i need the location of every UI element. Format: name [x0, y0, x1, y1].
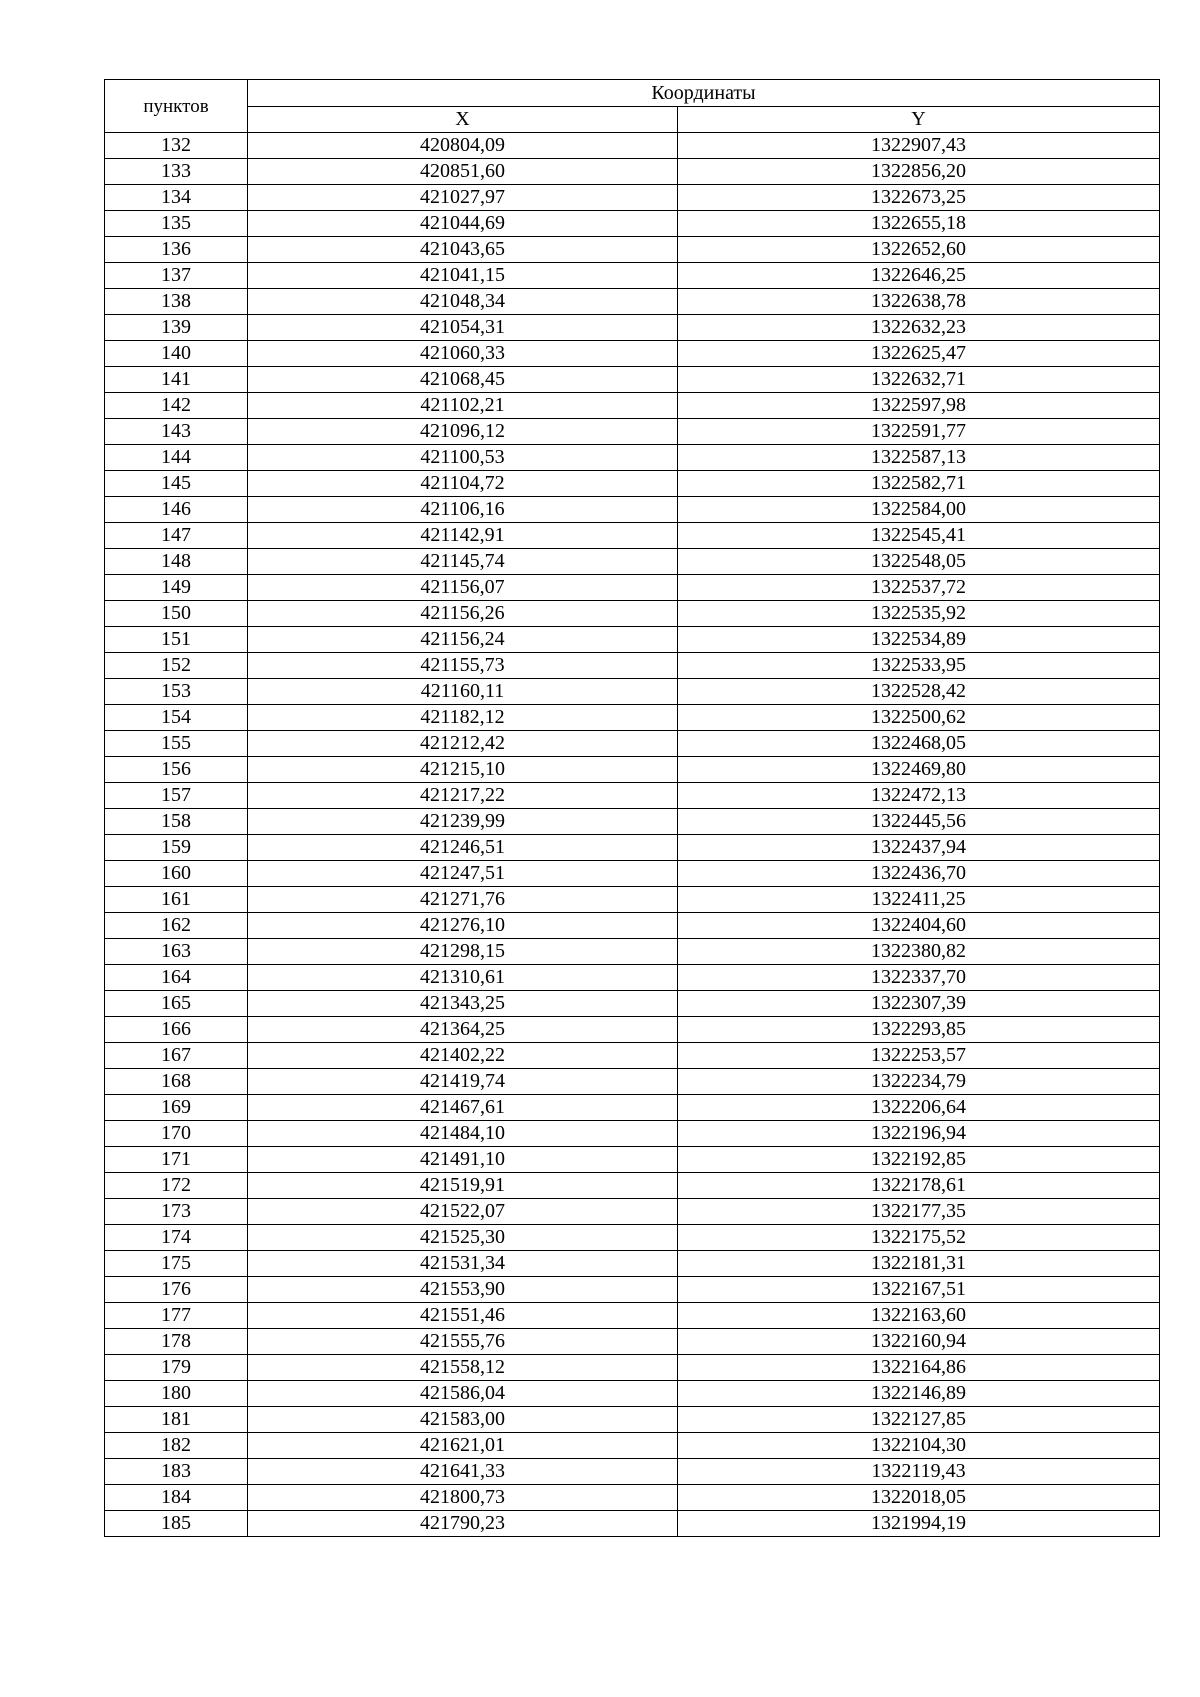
table-row — [105, 679, 1160, 705]
x-coordinate-cell: 421522,07 — [248, 1199, 678, 1225]
table-row — [105, 705, 1160, 731]
table-row — [105, 1433, 1160, 1459]
x-coordinate-cell: 421104,72 — [248, 471, 678, 497]
table-row — [105, 1355, 1160, 1381]
y-coordinate-cell: 1322404,60 — [678, 913, 1160, 939]
table-row — [105, 263, 1160, 289]
y-coordinate-cell: 1322127,85 — [678, 1407, 1160, 1433]
x-coordinate-cell: 421364,25 — [248, 1017, 678, 1043]
point-number-cell: 154 — [105, 705, 248, 731]
point-number-cell: 133 — [105, 159, 248, 185]
x-coordinate-cell: 421419,74 — [248, 1069, 678, 1095]
x-coordinate-cell: 421298,15 — [248, 939, 678, 965]
y-coordinate-cell: 1322907,43 — [678, 133, 1160, 159]
point-number-cell: 170 — [105, 1121, 248, 1147]
table-row — [105, 1069, 1160, 1095]
x-coordinate-cell: 421641,33 — [248, 1459, 678, 1485]
table-row — [105, 1511, 1160, 1537]
point-number-cell: 169 — [105, 1095, 248, 1121]
x-coordinate-cell: 421525,30 — [248, 1225, 678, 1251]
point-number-cell: 165 — [105, 991, 248, 1017]
point-number-cell: 177 — [105, 1303, 248, 1329]
table-row — [105, 1485, 1160, 1511]
table-row — [105, 1121, 1160, 1147]
y-coordinate-cell: 1322548,05 — [678, 549, 1160, 575]
point-number-cell: 184 — [105, 1485, 248, 1511]
x-coordinate-cell: 421182,12 — [248, 705, 678, 731]
x-coordinate-cell: 421156,26 — [248, 601, 678, 627]
point-number-cell: 137 — [105, 263, 248, 289]
x-coordinate-cell: 421156,24 — [248, 627, 678, 653]
x-coordinate-cell: 421402,22 — [248, 1043, 678, 1069]
point-number-cell: 145 — [105, 471, 248, 497]
x-coordinate-cell: 421531,34 — [248, 1251, 678, 1277]
y-coordinate-cell: 1322533,95 — [678, 653, 1160, 679]
x-coordinate-cell: 420804,09 — [248, 133, 678, 159]
table-row — [105, 1147, 1160, 1173]
x-coordinate-cell: 421068,45 — [248, 367, 678, 393]
point-number-cell: 155 — [105, 731, 248, 757]
point-number-cell: 151 — [105, 627, 248, 653]
point-number-cell: 152 — [105, 653, 248, 679]
x-coordinate-cell: 421156,07 — [248, 575, 678, 601]
y-coordinate-cell: 1322192,85 — [678, 1147, 1160, 1173]
y-coordinate-cell: 1322673,25 — [678, 185, 1160, 211]
table-row — [105, 1225, 1160, 1251]
table-row — [105, 289, 1160, 315]
y-coordinate-cell: 1322175,52 — [678, 1225, 1160, 1251]
x-coordinate-cell: 421100,53 — [248, 445, 678, 471]
point-number-cell: 174 — [105, 1225, 248, 1251]
coordinates-group-header: Координаты — [248, 80, 1160, 107]
table-row — [105, 1381, 1160, 1407]
x-coordinate-cell: 420851,60 — [248, 159, 678, 185]
point-number-cell: 172 — [105, 1173, 248, 1199]
x-coordinate-cell: 421621,01 — [248, 1433, 678, 1459]
y-coordinate-cell: 1322307,39 — [678, 991, 1160, 1017]
y-coordinate-cell: 1322293,85 — [678, 1017, 1160, 1043]
y-coordinate-cell: 1322411,25 — [678, 887, 1160, 913]
table-row — [105, 809, 1160, 835]
point-number-cell: 162 — [105, 913, 248, 939]
point-number-cell: 146 — [105, 497, 248, 523]
y-coordinate-cell: 1321994,19 — [678, 1511, 1160, 1537]
table-row — [105, 835, 1160, 861]
y-coordinate-cell: 1322646,25 — [678, 263, 1160, 289]
x-coordinate-cell: 421142,91 — [248, 523, 678, 549]
point-number-cell: 150 — [105, 601, 248, 627]
point-number-cell: 168 — [105, 1069, 248, 1095]
y-coordinate-cell: 1322856,20 — [678, 159, 1160, 185]
y-coordinate-cell: 1322545,41 — [678, 523, 1160, 549]
x-coordinate-cell: 421155,73 — [248, 653, 678, 679]
y-coordinate-cell: 1322597,98 — [678, 393, 1160, 419]
y-coordinate-cell: 1322535,92 — [678, 601, 1160, 627]
point-number-cell: 185 — [105, 1511, 248, 1537]
point-number-cell: 181 — [105, 1407, 248, 1433]
coordinates-table — [104, 79, 1160, 1537]
point-number-cell: 173 — [105, 1199, 248, 1225]
y-coordinate-cell: 1322625,47 — [678, 341, 1160, 367]
point-number-cell: 171 — [105, 1147, 248, 1173]
y-coordinate-cell: 1322537,72 — [678, 575, 1160, 601]
table-row — [105, 393, 1160, 419]
y-column-header: Y — [678, 107, 1160, 133]
table-row — [105, 445, 1160, 471]
y-coordinate-cell: 1322652,60 — [678, 237, 1160, 263]
point-number-cell: 163 — [105, 939, 248, 965]
table-row — [105, 237, 1160, 263]
y-coordinate-cell: 1322104,30 — [678, 1433, 1160, 1459]
y-coordinate-cell: 1322119,43 — [678, 1459, 1160, 1485]
x-coordinate-cell: 421160,11 — [248, 679, 678, 705]
y-coordinate-cell: 1322163,60 — [678, 1303, 1160, 1329]
table-row — [105, 783, 1160, 809]
table-row — [105, 419, 1160, 445]
point-number-cell: 135 — [105, 211, 248, 237]
point-number-cell: 142 — [105, 393, 248, 419]
point-number-cell: 158 — [105, 809, 248, 835]
y-coordinate-cell: 1322469,80 — [678, 757, 1160, 783]
table-row — [105, 185, 1160, 211]
y-coordinate-cell: 1322632,71 — [678, 367, 1160, 393]
y-coordinate-cell: 1322638,78 — [678, 289, 1160, 315]
y-coordinate-cell: 1322167,51 — [678, 1277, 1160, 1303]
y-coordinate-cell: 1322164,86 — [678, 1355, 1160, 1381]
y-coordinate-cell: 1322472,13 — [678, 783, 1160, 809]
table-row — [105, 731, 1160, 757]
x-coordinate-cell: 421060,33 — [248, 341, 678, 367]
table-row — [105, 211, 1160, 237]
y-coordinate-cell: 1322500,62 — [678, 705, 1160, 731]
point-number-cell: 148 — [105, 549, 248, 575]
x-coordinate-cell: 421553,90 — [248, 1277, 678, 1303]
point-number-cell: 164 — [105, 965, 248, 991]
point-number-cell: 179 — [105, 1355, 248, 1381]
y-coordinate-cell: 1322178,61 — [678, 1173, 1160, 1199]
y-coordinate-cell: 1322584,00 — [678, 497, 1160, 523]
table-row — [105, 159, 1160, 185]
table-row — [105, 1303, 1160, 1329]
y-coordinate-cell: 1322177,35 — [678, 1199, 1160, 1225]
table-row — [105, 991, 1160, 1017]
x-coordinate-cell: 421551,46 — [248, 1303, 678, 1329]
table-row — [105, 939, 1160, 965]
table-row — [105, 1407, 1160, 1433]
y-coordinate-cell: 1322436,70 — [678, 861, 1160, 887]
y-coordinate-cell: 1322206,64 — [678, 1095, 1160, 1121]
x-coordinate-cell: 421586,04 — [248, 1381, 678, 1407]
x-coordinate-cell: 421041,15 — [248, 263, 678, 289]
y-coordinate-cell: 1322146,89 — [678, 1381, 1160, 1407]
x-coordinate-cell: 421310,61 — [248, 965, 678, 991]
point-number-cell: 149 — [105, 575, 248, 601]
table-row — [105, 1251, 1160, 1277]
table-row — [105, 887, 1160, 913]
x-coordinate-cell: 421484,10 — [248, 1121, 678, 1147]
y-coordinate-cell: 1322380,82 — [678, 939, 1160, 965]
x-coordinate-cell: 421555,76 — [248, 1329, 678, 1355]
table-row — [105, 1199, 1160, 1225]
table-body — [105, 133, 1160, 1537]
x-coordinate-cell: 421102,21 — [248, 393, 678, 419]
x-coordinate-cell: 421491,10 — [248, 1147, 678, 1173]
table-header — [105, 80, 1160, 133]
x-coordinate-cell: 421096,12 — [248, 419, 678, 445]
x-coordinate-cell: 421583,00 — [248, 1407, 678, 1433]
x-coordinate-cell: 421246,51 — [248, 835, 678, 861]
y-coordinate-cell: 1322181,31 — [678, 1251, 1160, 1277]
table-row — [105, 341, 1160, 367]
y-coordinate-cell: 1322437,94 — [678, 835, 1160, 861]
table-row — [105, 575, 1160, 601]
table-row — [105, 1173, 1160, 1199]
y-coordinate-cell: 1322018,05 — [678, 1485, 1160, 1511]
point-number-cell: 159 — [105, 835, 248, 861]
y-coordinate-cell: 1322587,13 — [678, 445, 1160, 471]
y-coordinate-cell: 1322591,77 — [678, 419, 1160, 445]
y-coordinate-cell: 1322253,57 — [678, 1043, 1160, 1069]
x-coordinate-cell: 421027,97 — [248, 185, 678, 211]
table-row — [105, 627, 1160, 653]
y-coordinate-cell: 1322582,71 — [678, 471, 1160, 497]
point-number-cell: 134 — [105, 185, 248, 211]
x-coordinate-cell: 421048,34 — [248, 289, 678, 315]
y-coordinate-cell: 1322655,18 — [678, 211, 1160, 237]
table-row — [105, 1017, 1160, 1043]
point-number-cell: 182 — [105, 1433, 248, 1459]
point-number-cell: 160 — [105, 861, 248, 887]
x-coordinate-cell: 421054,31 — [248, 315, 678, 341]
table-row — [105, 757, 1160, 783]
x-coordinate-cell: 421519,91 — [248, 1173, 678, 1199]
point-number-cell: 153 — [105, 679, 248, 705]
table-row — [105, 523, 1160, 549]
point-number-cell: 161 — [105, 887, 248, 913]
point-number-cell: 166 — [105, 1017, 248, 1043]
table-row — [105, 549, 1160, 575]
table-row — [105, 1043, 1160, 1069]
point-number-cell: 178 — [105, 1329, 248, 1355]
table-row — [105, 1095, 1160, 1121]
x-coordinate-cell: 421043,65 — [248, 237, 678, 263]
y-coordinate-cell: 1322632,23 — [678, 315, 1160, 341]
point-number-cell: 157 — [105, 783, 248, 809]
table-row — [105, 367, 1160, 393]
x-coordinate-cell: 421790,23 — [248, 1511, 678, 1537]
point-number-cell: 180 — [105, 1381, 248, 1407]
x-coordinate-cell: 421215,10 — [248, 757, 678, 783]
point-number-cell: 136 — [105, 237, 248, 263]
point-number-cell: 175 — [105, 1251, 248, 1277]
x-coordinate-cell: 421247,51 — [248, 861, 678, 887]
point-number-cell: 144 — [105, 445, 248, 471]
x-column-header: X — [248, 107, 678, 133]
point-number-cell: 141 — [105, 367, 248, 393]
x-coordinate-cell: 421467,61 — [248, 1095, 678, 1121]
table-row — [105, 315, 1160, 341]
table-row — [105, 471, 1160, 497]
y-coordinate-cell: 1322528,42 — [678, 679, 1160, 705]
y-coordinate-cell: 1322468,05 — [678, 731, 1160, 757]
table-row — [105, 861, 1160, 887]
table-row — [105, 653, 1160, 679]
x-coordinate-cell: 421558,12 — [248, 1355, 678, 1381]
point-number-cell: 156 — [105, 757, 248, 783]
x-coordinate-cell: 421044,69 — [248, 211, 678, 237]
table-row — [105, 497, 1160, 523]
table-row — [105, 133, 1160, 159]
point-number-header: пунктов — [105, 80, 248, 133]
table-row — [105, 601, 1160, 627]
x-coordinate-cell: 421106,16 — [248, 497, 678, 523]
point-number-cell: 143 — [105, 419, 248, 445]
y-coordinate-cell: 1322534,89 — [678, 627, 1160, 653]
point-number-cell: 176 — [105, 1277, 248, 1303]
x-coordinate-cell: 421800,73 — [248, 1485, 678, 1511]
point-number-cell: 132 — [105, 133, 248, 159]
x-coordinate-cell: 421239,99 — [248, 809, 678, 835]
point-number-cell: 140 — [105, 341, 248, 367]
x-coordinate-cell: 421271,76 — [248, 887, 678, 913]
point-number-cell: 147 — [105, 523, 248, 549]
point-number-cell: 183 — [105, 1459, 248, 1485]
x-coordinate-cell: 421276,10 — [248, 913, 678, 939]
y-coordinate-cell: 1322445,56 — [678, 809, 1160, 835]
table-row — [105, 965, 1160, 991]
point-number-cell: 138 — [105, 289, 248, 315]
x-coordinate-cell: 421217,22 — [248, 783, 678, 809]
point-number-cell: 167 — [105, 1043, 248, 1069]
table-row — [105, 1459, 1160, 1485]
y-coordinate-cell: 1322234,79 — [678, 1069, 1160, 1095]
table-row — [105, 1329, 1160, 1355]
x-coordinate-cell: 421212,42 — [248, 731, 678, 757]
table-row — [105, 913, 1160, 939]
x-coordinate-cell: 421145,74 — [248, 549, 678, 575]
y-coordinate-cell: 1322196,94 — [678, 1121, 1160, 1147]
y-coordinate-cell: 1322337,70 — [678, 965, 1160, 991]
y-coordinate-cell: 1322160,94 — [678, 1329, 1160, 1355]
point-number-cell: 139 — [105, 315, 248, 341]
table-row — [105, 1277, 1160, 1303]
x-coordinate-cell: 421343,25 — [248, 991, 678, 1017]
